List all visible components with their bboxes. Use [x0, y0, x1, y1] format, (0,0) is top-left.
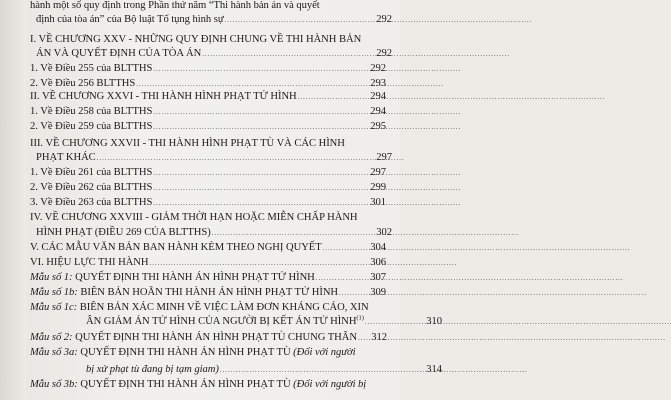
entry-note: (Đối với người	[290, 347, 356, 358]
dot-leader	[358, 331, 362, 345]
dot-leader	[153, 166, 361, 180]
page-number: 309	[370, 287, 386, 298]
toc-entry	[30, 90, 386, 104]
dot-leader	[298, 90, 361, 104]
toc-entry-text	[36, 47, 201, 61]
page-number: 306	[370, 257, 386, 268]
page-number: 293	[370, 78, 386, 89]
dot-leader	[220, 363, 417, 377]
entry-title: ÁN VÀ QUYẾT ĐỊNH CỦA TÒA ÁN	[36, 48, 202, 59]
toc-entry-text	[30, 120, 152, 134]
toc-entry-text	[30, 346, 355, 360]
entry-title: HÌNH PHẠT (ĐIỀU 269 CỦA BLTTHS)	[36, 227, 211, 238]
entry-title: IV. VỀ CHƯƠNG XXVIII - GIẢM THỜI HẠN HOẶC MIỄN CHẤP HÀNH	[30, 212, 358, 223]
entry-title: QUYẾT ĐỊNH THI HÀNH ÁN HÌNH PHẠT TỬ HÌNH	[72, 272, 315, 283]
toc-entry-text	[36, 226, 211, 240]
entry-title: 2. Về Điều 259 của BLTTHS	[30, 121, 153, 132]
dot-leader	[323, 241, 361, 255]
form-label: Mẫu số 3b:	[30, 379, 78, 390]
toc-entry	[30, 47, 392, 61]
toc-entry-text	[30, 181, 152, 195]
page-number: 307	[370, 272, 386, 283]
dot-leader	[365, 315, 417, 329]
toc-entry	[30, 363, 442, 377]
entry-title: 1. Về Điều 258 của BLTTHS	[30, 106, 153, 117]
entry-title: BIÊN BẢN HOÃN THI HÀNH ÁN HÌNH PHẠT TỬ HÌNH	[77, 287, 339, 298]
toc-entry-text	[86, 363, 219, 377]
dot-leader	[153, 105, 361, 119]
entry-title: 2. Về Điều 262 của BLTTHS	[30, 182, 153, 193]
toc-entry-text	[30, 331, 357, 345]
page-number: 302	[376, 227, 392, 238]
toc-entry	[30, 13, 392, 27]
toc-entry	[30, 301, 386, 315]
toc-entry	[30, 151, 392, 165]
toc-entry-text	[30, 105, 152, 119]
page-number: 314	[426, 364, 442, 375]
page-number: 301	[370, 197, 386, 208]
toc-entry	[30, 346, 386, 360]
toc-entry	[30, 256, 386, 270]
toc-entry-text	[30, 33, 361, 47]
toc-entry	[30, 196, 386, 210]
toc-entry	[30, 0, 386, 13]
toc-entry-text	[30, 196, 152, 210]
toc-entry-text	[30, 166, 152, 180]
entry-title: QUYẾT ĐỊNH THI HÀNH ÁN HÌNH PHẠT TÙ	[77, 347, 291, 358]
toc-entry	[30, 137, 386, 151]
toc-entry	[30, 331, 386, 345]
dot-leader	[212, 226, 367, 240]
entry-title: 1. Về Điều 261 của BLTTHS	[30, 167, 153, 178]
toc-entry-text	[36, 13, 224, 27]
dot-leader	[202, 47, 367, 61]
form-label: Mẫu số 1c:	[30, 302, 78, 313]
entry-title: III. VỀ CHƯƠNG XXVII - THI HÀNH HÌNH PHẠT TÙ VÀ CÁC HÌNH	[30, 138, 345, 149]
toc-entry	[30, 211, 386, 225]
toc-entry	[30, 315, 442, 329]
toc-entry-text	[30, 301, 369, 315]
toc-entry-text	[30, 271, 315, 285]
form-label: Mẫu số 2:	[30, 332, 73, 343]
toc-entry	[30, 286, 386, 300]
toc-entry	[30, 181, 386, 195]
dot-leader	[225, 13, 367, 27]
toc-entry	[30, 120, 386, 134]
dot-leader	[339, 286, 361, 300]
toc-entry-text	[86, 315, 364, 329]
entry-title: QUYẾT ĐỊNH THI HÀNH ÁN HÌNH PHẠT TÙ	[77, 379, 291, 390]
dot-leader	[153, 62, 361, 76]
toc-entry-text	[30, 90, 297, 104]
toc-entry-text	[30, 62, 152, 76]
toc-entry-text	[30, 378, 366, 392]
dot-leader	[316, 271, 361, 285]
dot-leader	[150, 256, 362, 270]
toc-entry-text	[36, 151, 96, 165]
page-number: 297	[376, 152, 392, 163]
page-number: 292	[376, 48, 392, 59]
page-number: 297	[370, 167, 386, 178]
page-number: 294	[370, 106, 386, 117]
entry-title: 1. Về Điều 255 của BLTTHS	[30, 63, 153, 74]
toc-entry	[30, 105, 386, 119]
entry-title: VI. HIỆU LỰC THI HÀNH	[30, 257, 149, 268]
form-label: Mẫu số 1:	[30, 272, 73, 283]
toc-entry	[30, 271, 386, 285]
page-number: 299	[370, 182, 386, 193]
entry-title: 3. Về Điều 263 của BLTTHS	[30, 197, 153, 208]
toc-entry-text	[30, 0, 320, 13]
page-number: 294	[370, 91, 386, 102]
page-number: 292	[376, 14, 392, 25]
entry-title: hành một số quy định trong Phần thứ năm “Thi hành bản án và quyết	[30, 0, 320, 11]
entry-title: ÂN GIẢM ÁN TỬ HÌNH CỦA NGƯỜI BỊ KẾT ÁN TỬ HÌNH	[86, 316, 357, 327]
toc-entry	[30, 33, 386, 47]
dot-leader	[153, 196, 361, 210]
entry-title: BIÊN BẢN XÁC MINH VỀ VIỆC LÀM ĐƠN KHÁNG CÁO, XIN	[77, 302, 369, 313]
toc-entry-text	[30, 77, 135, 91]
page-number: 295	[370, 121, 386, 132]
toc-entry-text	[30, 137, 345, 151]
toc-entry	[30, 62, 386, 76]
footnote-mark: (1)	[356, 314, 364, 322]
form-label: Mẫu số 3a:	[30, 347, 78, 358]
entry-note: bị xử phạt tù đang bị tạm giam)	[86, 364, 219, 375]
entry-title: định của tòa án” của Bộ luật Tố tụng hình sự	[36, 14, 224, 25]
page-number: 304	[370, 242, 386, 253]
page-gutter	[0, 0, 26, 400]
dot-leader	[136, 77, 361, 91]
toc-entry	[30, 226, 392, 240]
page-number: 310	[426, 316, 442, 327]
dot-leader	[153, 181, 361, 195]
toc-entry	[30, 241, 386, 255]
toc-entry	[30, 166, 386, 180]
entry-title: QUYẾT ĐỊNH THI HÀNH ÁN HÌNH PHẠT TÙ CHUNG THÂN	[72, 332, 357, 343]
dot-leader	[153, 120, 361, 134]
page-number: 312	[371, 332, 387, 343]
toc-entry	[30, 77, 386, 91]
toc-entry-text	[30, 211, 358, 225]
toc-entry-text	[30, 286, 338, 300]
entry-title: V. CÁC MẪU VĂN BẢN BAN HÀNH KÈM THEO NGHỊ QUYẾT	[30, 242, 322, 253]
toc-entry-text	[30, 241, 322, 255]
toc-entry-text	[30, 256, 149, 270]
entry-title: 2. Về Điều 256 BLTTHS	[30, 78, 136, 89]
entry-note: (Đối với người bị	[290, 379, 367, 390]
page-number: 292	[370, 63, 386, 74]
entry-title: I. VỀ CHƯƠNG XXV - NHỮNG QUY ĐỊNH CHUNG VỀ THI HÀNH BẢN	[30, 34, 362, 45]
toc-entry	[30, 378, 386, 392]
entry-title: PHẠT KHÁC	[36, 152, 96, 163]
dot-leader	[97, 151, 367, 165]
form-label: Mẫu số 1b:	[30, 287, 78, 298]
entry-title: II. VỀ CHƯƠNG XXVI - THI HÀNH HÌNH PHẠT TỬ HÌNH	[30, 91, 297, 102]
